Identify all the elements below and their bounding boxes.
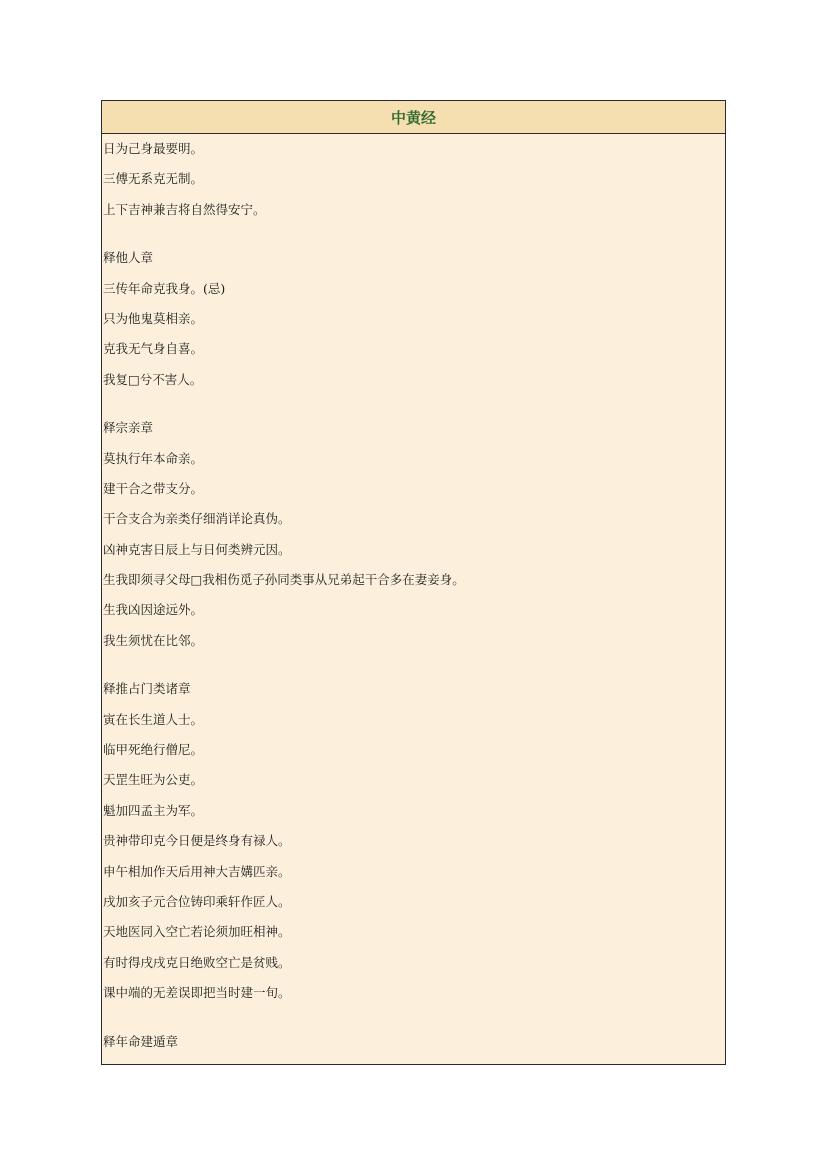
text-line: 寅在长生道人士。 [103, 711, 204, 727]
text-line: 临甲死绝行僧尼。 [103, 742, 204, 758]
document-title: 中黄经 [390, 108, 436, 127]
text-line: 上下吉神兼吉将自然得安宁。 [103, 201, 266, 217]
text-line: 三传年命克我身。(忌) [103, 280, 226, 296]
text-line: 贵神带印克今日便是终身有禄人。 [103, 833, 291, 849]
text-line: 日为己身最要明。 [103, 141, 204, 156]
text-line: 干合支合为亲类仔细消详论真伪。 [103, 511, 291, 527]
text-line: 释年命建遁章 [103, 1033, 179, 1049]
text-line: 释宗亲章 [103, 420, 154, 436]
block-spacer [103, 395, 725, 413]
text-line: 课中端的无差误即把当时建一旬。 [103, 985, 291, 1001]
text-line: 天罡生旺为公吏。 [103, 772, 204, 788]
text-line: 凶神克害日辰上与日何类辨元因。 [103, 541, 291, 557]
text-line: 申午相加作天后用神大吉媾匹亲。 [103, 863, 291, 879]
text-line: 释推占门类诸章 [103, 681, 191, 697]
text-line: 天地医同入空亡若论须加旺相神。 [103, 924, 291, 940]
table-header [102, 101, 725, 134]
document-table [101, 100, 726, 1065]
text-line: 只为他鬼莫相亲。 [103, 310, 204, 326]
text-line: 有时得戌戌克日绝败空亡是贫贱。 [103, 954, 291, 970]
text-line: 生我即须寻父母□我相伤觅子孙同类事从兄弟起干合多在妻妾身。 [103, 572, 465, 588]
text-line: 生我凶因途远外。 [103, 602, 204, 618]
block-spacer [103, 1009, 725, 1027]
text-line: 克我无气身自喜。 [103, 341, 204, 357]
text-line: 魁加四孟主为军。 [103, 802, 204, 818]
block-spacer [103, 225, 725, 243]
table-body [102, 134, 725, 1057]
text-line: 莫执行年本命亲。 [103, 450, 204, 466]
block-spacer [103, 656, 725, 674]
text-line: 我复□兮不害人。 [103, 371, 203, 387]
text-line: 建干合之带支分。 [103, 480, 204, 496]
text-line: 戌加亥子元合位铸印乘轩作匠人。 [103, 893, 291, 909]
text-line: 释他人章 [103, 250, 154, 266]
text-line: 我生须忧在比邻。 [103, 632, 204, 648]
text-line: 三傅无系克无制。 [103, 171, 204, 187]
